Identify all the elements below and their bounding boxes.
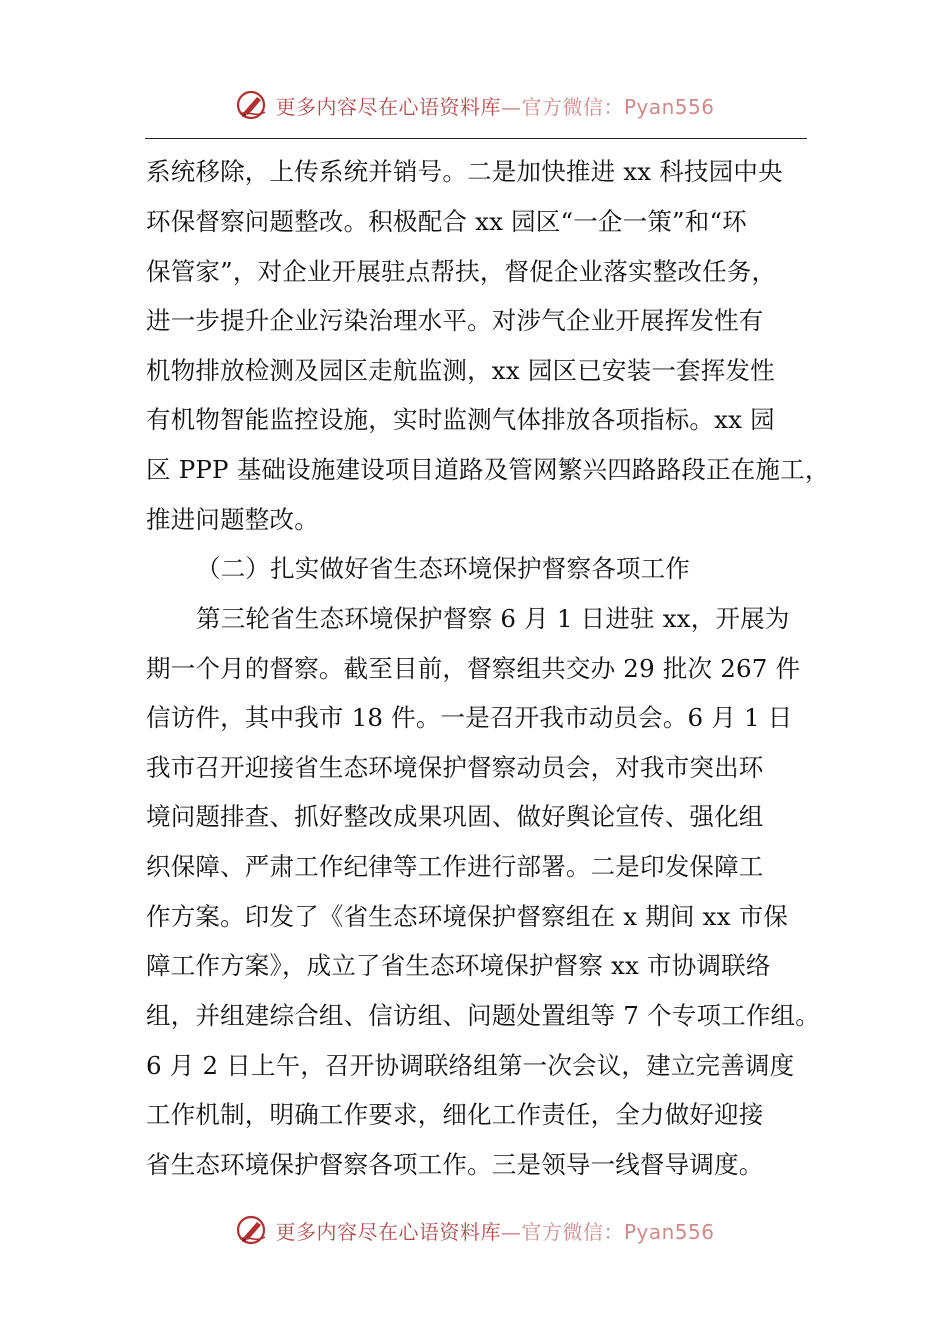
section-heading: （二）扎实做好省生态环境保护督察各项工作 (196, 554, 690, 583)
header-banner-text: 更多内容尽在心语资料库—官方微信：Pyan556 (275, 94, 715, 119)
body-line: 省生态环境保护督察各项工作。三是领导一线督导调度。 (146, 1150, 764, 1179)
body-line: 有机物智能监控设施，实时监测气体排放各项指标。xx 园 (146, 405, 775, 434)
body-line: 进一步提升企业污染治理水平。对涉气企业开展挥发性有 (146, 306, 764, 335)
body-line: 机物排放检测及园区走航监测，xx 园区已安装一套挥发性 (146, 356, 775, 385)
body-line: 期一个月的督察。截至目前，督察组共交办 29 批次 267 件 (146, 654, 801, 683)
body-line: 推进问题整改。 (146, 505, 319, 534)
body-line: 信访件，其中我市 18 件。一是召开我市动员会。6 月 1 日 (146, 703, 793, 732)
pen-logo-icon (235, 1213, 269, 1247)
header-divider (145, 138, 807, 139)
pen-logo-icon (235, 88, 269, 122)
body-line: 织保障、严肃工作纪律等工作进行部署。二是印发保障工 (146, 852, 764, 881)
body-line: 障工作方案》，成立了省生态环境保护督察 xx 市协调联络 (146, 951, 771, 980)
header-watermark-banner (0, 85, 950, 125)
body-line: 区 PPP 基础设施建设项目道路及管网繁兴四路路段正在施工， (146, 455, 830, 484)
body-line: 系统移除，上传系统并销号。二是加快推进 xx 科技园中央 (146, 157, 783, 186)
body-line: 组，并组建综合组、信访组、问题处置组等 7 个专项工作组。 (146, 1001, 820, 1030)
body-line: 工作机制，明确工作要求，细化工作责任，全力做好迎接 (146, 1100, 764, 1129)
body-line: 6 月 2 日上午，召开协调联络组第一次会议，建立完善调度 (146, 1051, 795, 1080)
footer-banner-text: 更多内容尽在心语资料库—官方微信：Pyan556 (275, 1219, 715, 1244)
footer-watermark-banner (0, 1210, 950, 1250)
body-line: 保管家”，对企业开展驻点帮扶，督促企业落实整改任务， (146, 257, 777, 286)
body-line: 作方案。印发了《省生态环境保护督察组在 x 期间 xx 市保 (146, 902, 789, 931)
body-line: 第三轮省生态环境保护督察 6 月 1 日进驻 xx，开展为 (196, 604, 790, 633)
body-line: 境问题排查、抓好整改成果巩固、做好舆论宣传、强化组 (146, 802, 764, 831)
body-line: 环保督察问题整改。积极配合 xx 园区“一企一策”和“环 (146, 207, 747, 236)
body-line: 我市召开迎接省生态环境保护督察动员会，对我市突出环 (146, 753, 764, 782)
